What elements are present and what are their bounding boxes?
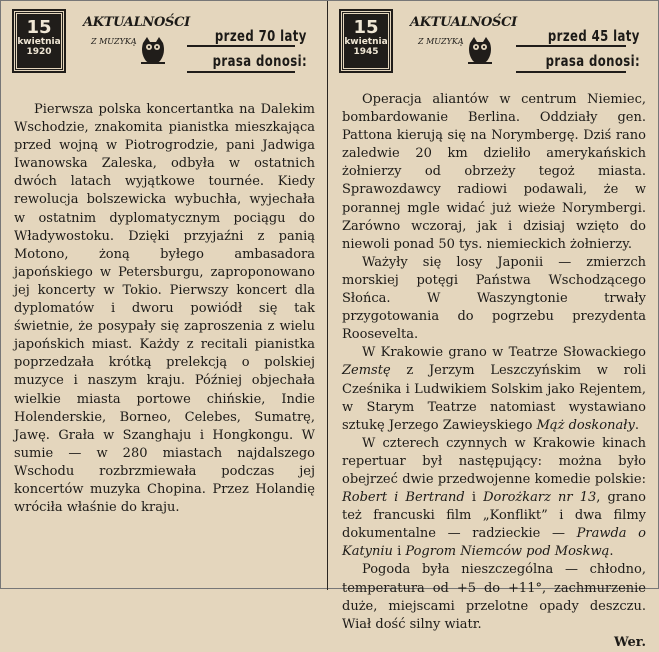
text-run: W Krakowie grano w Teatrze Słowackiego bbox=[362, 345, 646, 361]
header-label-years: przed 45 laty bbox=[548, 27, 640, 45]
play-title: Zemstę bbox=[342, 363, 391, 379]
header-label-years: przed 70 laty bbox=[215, 27, 307, 45]
header-rule bbox=[187, 45, 295, 47]
film-title: Prawda o Katyniu bbox=[342, 526, 647, 560]
article-paragraph: Operacja aliantów w centrum Niemiec, bombardowanie Berlina. Oddziały gen. Pattona kierują się na Norymbergę. Dziś rano zaledwie 20 km dzieliło amerykańskich żołnierzy od obrzeży tegoż miasta. Sprawozdawcy radiowi podawali, że w porannej mgle widać już wieże Norymbergi. Zarówno wczoraj, jak i dzisiaj wzięto do niewoli ponad 50 tys. niemieckich żołnierzy. bbox=[342, 92, 646, 252]
article-paragraph bbox=[342, 435, 646, 562]
logo-title: AKTUALNOŚCI bbox=[410, 15, 517, 30]
header-rule bbox=[516, 45, 626, 47]
text-run: i bbox=[464, 490, 484, 506]
date-year: 1945 bbox=[353, 47, 379, 57]
logo-subtitle: Z MUZYKĄ bbox=[91, 37, 137, 46]
text-run: . bbox=[634, 417, 639, 433]
text-run: , grano też francuski film „Konflikt” i dwa filmy dokumentalne — radzieckie — bbox=[342, 490, 646, 542]
owl-icon bbox=[465, 33, 495, 67]
column-header bbox=[328, 7, 659, 79]
logo-subtitle: Z MUZYKĄ bbox=[418, 37, 464, 46]
owl-icon bbox=[138, 33, 168, 67]
header-label-press: prasa donosi: bbox=[212, 52, 307, 70]
column-1920 bbox=[1, 1, 327, 590]
date-day: 15 bbox=[26, 17, 52, 38]
text-run: i bbox=[392, 544, 406, 560]
header-rule bbox=[516, 71, 626, 73]
date-box bbox=[341, 11, 391, 71]
date-day: 15 bbox=[353, 17, 379, 38]
date-month: kwietnia bbox=[17, 37, 61, 47]
article-paragraph: Ważyły się losy Japonii — zmierzch morskiej potęgi Państwa Wschodzącego Słońca. W Waszyngtonie trwały przygotowania do pogrzebu prezydenta Roosevelta. bbox=[342, 254, 646, 343]
article-1945 bbox=[342, 91, 646, 652]
article-paragraph: Pogoda była nieszczególna — chłodno, temperatura od +5 do +11°, zachmurzenie duże, miejscami przelotne opady deszczu. Wiał dość silny wiatr. bbox=[342, 562, 646, 632]
play-title: Mąż doskonały bbox=[536, 417, 635, 433]
film-title: Pogrom Niemców pod Moskwą bbox=[405, 544, 610, 560]
aktualnosci-logo bbox=[83, 15, 190, 73]
author-signature: Wer. bbox=[614, 634, 646, 650]
date-box bbox=[14, 11, 64, 71]
article-paragraph: Pierwsza polska koncertantka na Dalekim Wschodzie, znakomita pianistka mieszkająca przed wojną w Piotrogrodzie, pani Jadwiga Iwanowska Zaleska, odbyła w ostatnich dwóch latach wyjątkowe tournée. Kiedy rewolucja bolszewicka wybuchła, wyjechała w ostatnim dyplomatycznym pociągu do Władywostoku. Dzięki przyjaźni z panią Motono, żoną byłego ambasadora japońskiego w Petersburgu, zaproponowano jej koncerty w Tokio. Pierwszy koncert dla dyplomatów i dworu powiódł się tak świetnie, że posypały się zaproszenia z wielu japońskich miast. Każdy z recitali pianistka poprzedzała krótką prelekcją o polskiej muzyce i naszym kraju. Później objechała wielkie miasta portowe chińskie, Indie Holenderskie, Borneo, Celebes, Sumatrę, Jawę. Grała w Szanghaju i Hongkongu. W sumie — w 280 miastach najdalszego Wschodu rozbrzmiewała podczas jej koncertów muzyka Chopina. Przez Holandię wróciła właśnie do kraju. bbox=[14, 102, 315, 516]
film-title: Dorożkarz nr 13 bbox=[483, 490, 597, 506]
date-month: kwietnia bbox=[344, 37, 388, 47]
film-title: Robert i Bertrand bbox=[342, 490, 465, 506]
header-label-press: prasa donosi: bbox=[545, 52, 640, 70]
text-run: z Jerzym Leszczyńskim w roli Cześnika i Ludwikiem Solskim jako Rejentem, w Starym Teatrze natomiast wystawiano sztukę Jerzego Zawieyskiego bbox=[342, 363, 646, 433]
article-paragraph bbox=[342, 344, 646, 434]
text-run: W czterech czynnych w Krakowie kinach repertuar był następujący: można było obejrzeć dwie przedwojenne komedie polskie: bbox=[342, 435, 646, 487]
header-rule bbox=[187, 71, 295, 73]
aktualnosci-logo bbox=[410, 15, 517, 73]
logo-title: AKTUALNOŚCI bbox=[83, 15, 190, 30]
column-header bbox=[1, 7, 327, 79]
text-run: . bbox=[609, 544, 614, 560]
article-1920 bbox=[14, 101, 315, 517]
date-year: 1920 bbox=[26, 47, 52, 57]
column-1945 bbox=[328, 1, 659, 650]
